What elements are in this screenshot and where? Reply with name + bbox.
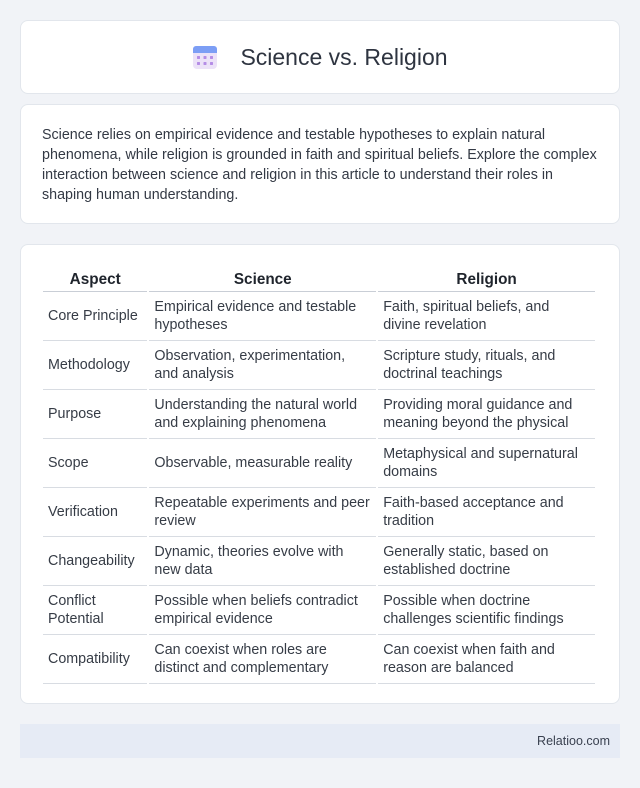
science-cell: Observable, measurable reality (149, 439, 376, 488)
page-title: Science vs. Religion (240, 43, 448, 70)
aspect-cell: Core Principle (43, 292, 147, 341)
aspect-cell: Methodology (43, 341, 147, 390)
aspect-cell: Conflict Potential (43, 586, 147, 635)
table-row (43, 537, 595, 586)
table-row (43, 292, 595, 341)
science-cell: Can coexist when roles are distinct and complementary (149, 635, 376, 684)
column-header-science: Science (149, 265, 376, 292)
religion-cell: Metaphysical and supernatural domains (378, 439, 595, 488)
science-cell: Understanding the natural world and explaining phenomena (149, 390, 376, 439)
religion-cell: Providing moral guidance and meaning beyond the physical (378, 390, 595, 439)
table-row (43, 439, 595, 488)
table-row (43, 488, 595, 537)
footer (20, 724, 620, 758)
table-row (43, 341, 595, 390)
intro-text: Science relies on empirical evidence and testable hypotheses to explain natural phenomena, while religion is grounded in faith and spiritual beliefs. Explore the complex interaction between science and religion in this article to understand their roles in shaping human understanding. (42, 127, 597, 203)
aspect-cell: Changeability (43, 537, 147, 586)
column-header-aspect: Aspect (43, 265, 147, 292)
science-cell: Dynamic, theories evolve with new data (149, 537, 376, 586)
aspect-cell: Scope (43, 439, 147, 488)
science-cell: Possible when beliefs contradict empirical evidence (149, 586, 376, 635)
comparison-card (20, 244, 620, 704)
footer-site-link[interactable]: Relatioo.com (537, 734, 610, 748)
intro-card (20, 104, 620, 224)
aspect-cell: Verification (43, 488, 147, 537)
religion-cell: Can coexist when faith and reason are balanced (378, 635, 595, 684)
column-header-religion: Religion (378, 265, 595, 292)
religion-cell: Possible when doctrine challenges scientific findings (378, 586, 595, 635)
title-card (20, 20, 620, 94)
table-row (43, 635, 595, 684)
science-cell: Repeatable experiments and peer review (149, 488, 376, 537)
religion-cell: Faith, spiritual beliefs, and divine revelation (378, 292, 595, 341)
science-cell: Empirical evidence and testable hypotheses (149, 292, 376, 341)
aspect-cell: Purpose (43, 390, 147, 439)
religion-cell: Scripture study, rituals, and doctrinal teachings (378, 341, 595, 390)
comparison-table (41, 265, 597, 684)
science-cell: Observation, experimentation, and analysis (149, 341, 376, 390)
table-row (43, 586, 595, 635)
religion-cell: Generally static, based on established doctrine (378, 537, 595, 586)
aspect-cell: Compatibility (43, 635, 147, 684)
religion-cell: Faith-based acceptance and tradition (378, 488, 595, 537)
calendar-icon (192, 44, 218, 70)
table-header-row (43, 265, 595, 292)
table-row (43, 390, 595, 439)
